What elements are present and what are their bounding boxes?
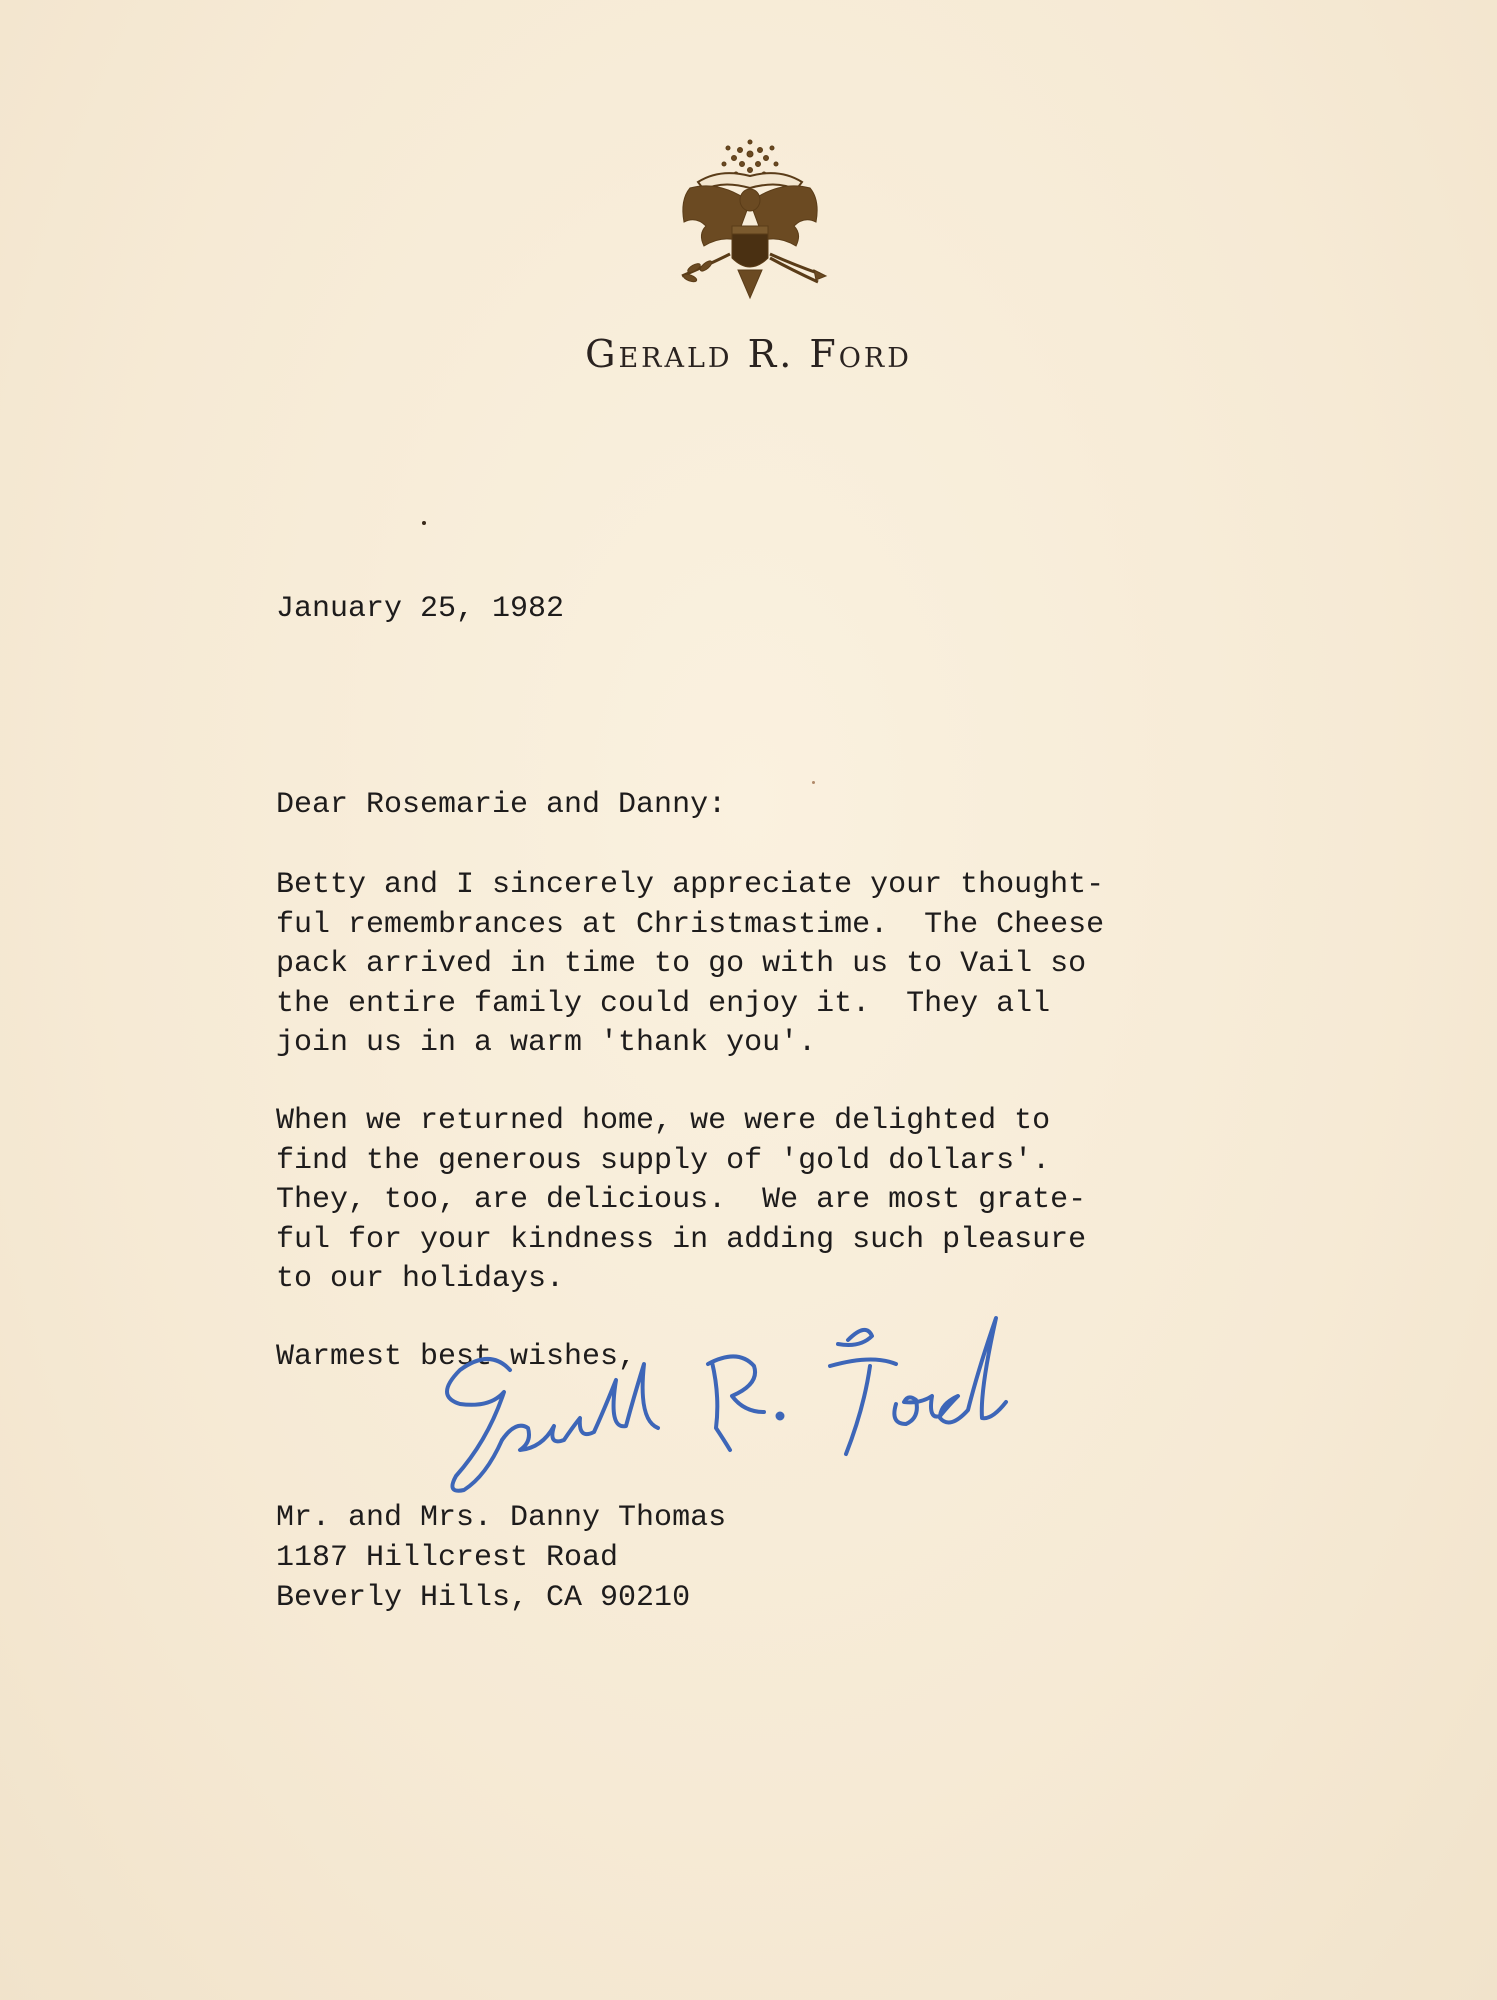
letter-date: January 25, 1982 [276,592,565,626]
body-paragraph-1: Betty and I sincerely appreciate your thought- ful remembrances at Christmastime. The Cheese pack arrived in time to go with us to Vail so the entire family could enjoy it. They all join us in a warm 'thank you'. [276,868,1105,1060]
paper-speck [422,521,426,525]
handwritten-signature [420,1300,1060,1510]
body-paragraph-2: When we returned home, we were delighted to find the generous supply of 'gold dollars'. They, too, are delicious. We are most grate- ful for your kindness in adding such pleasure to our holidays. [276,1104,1087,1296]
paper-speck [812,781,815,784]
recipient-address: Mr. and Mrs. Danny Thomas 1187 Hillcrest Road Beverly Hills, CA 90210 [276,1501,727,1615]
closing: Warmest best wishes, [276,1340,637,1374]
letterhead-name: Gerald R. Ford [585,332,912,376]
presidential-eagle-seal-icon [650,130,850,310]
salutation: Dear Rosemarie and Danny: [276,788,727,822]
